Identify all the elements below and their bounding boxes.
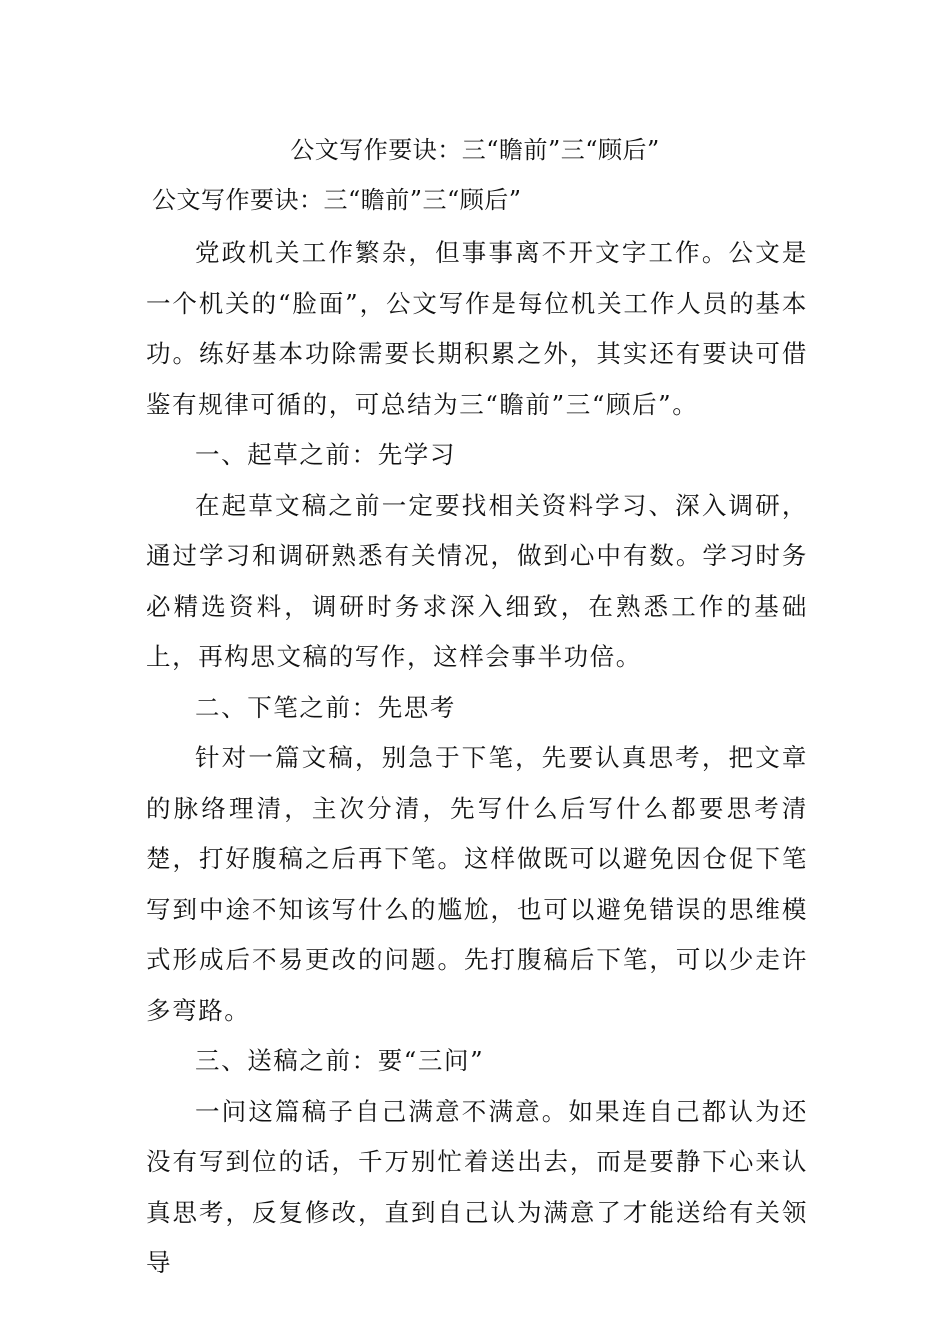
paragraph-intro: 党政机关工作繁杂，但事事离不开文字工作。公文是一个机关的“脸面”，公文写作是每位机关工作人员的基本功。练好基本功除需要长期积累之外，其实还有要诀可借鉴有规律可循的，可总结为三“瞻前”三“顾后”。 (146, 238, 808, 419)
section-heading-2: 二、下笔之前：先思考 (195, 692, 456, 722)
paragraph-section-3: 一问这篇稿子自己满意不满意。如果连自己都认为还没有写到位的话，千万别忙着送出去，而是要静下心来认真思考，反复修改，直到自己认为满意了才能送给有关领导 (146, 1096, 808, 1277)
section-heading-1: 一、起草之前：先学习 (195, 440, 456, 469)
paragraph-section-1: 在起草文稿之前一定要找相关资料学习、深入调研，通过学习和调研熟悉有关情况，做到心中有数。学习时务必精选资料，调研时务求深入细致，在熟悉工作的基础上，再构思文稿的写作，这样会事半功倍。 (146, 490, 808, 671)
document-body (146, 228, 808, 1289)
section-heading-3: 三、送稿之前：要“三问” (195, 1046, 485, 1075)
document-title: 公文写作要诀：三“瞻前”三“顾后” (290, 136, 660, 164)
paragraph-section-2: 针对一篇文稿，别急于下笔，先要认真思考，把文章的脉络理清，主次分清，先写什么后写什么都要思考清楚，打好腹稿之后再下笔。这样做既可以避免因仓促下笔写到中途不知该写什么的尴尬，也可以避免错误的思维模式形成后不易更改的问题。先打腹稿后下笔，可以少走许多弯路。 (146, 743, 808, 1025)
document-subtitle: 公文写作要诀：三“瞻前”三“顾后” (152, 186, 522, 214)
